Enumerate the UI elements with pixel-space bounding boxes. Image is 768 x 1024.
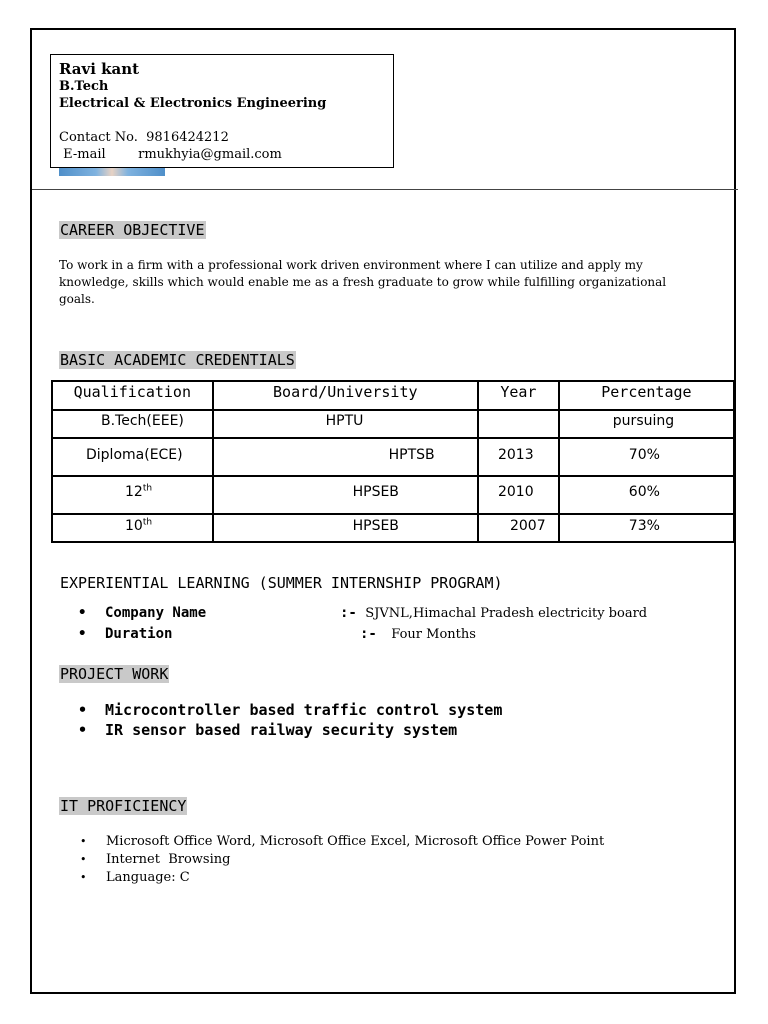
- list-item: • Microsoft Office Word, Microsoft Office Excel, Microsoft Office Power Point: [76, 833, 604, 851]
- career-objective-heading: CAREER OBJECTIVE: [60, 221, 205, 239]
- ordinal-suffix: th: [142, 517, 153, 528]
- list-item: • Microcontroller based traffic control system: [76, 700, 502, 720]
- internship-value: SJVNL,Himachal Pradesh electricity board: [365, 606, 648, 621]
- it-proficiency-heading: IT PROFICIENCY: [60, 797, 187, 815]
- academics-heading: BASIC ACADEMIC CREDENTIALS: [60, 351, 295, 369]
- internship-separator: :-: [340, 605, 357, 621]
- contact-line: [59, 129, 393, 146]
- candidate-name: Ravi kant: [59, 60, 140, 78]
- board-cell: HPTSB: [213, 438, 478, 476]
- academics-table: [51, 380, 735, 543]
- board-cell: HPSEB: [213, 476, 478, 514]
- list-item: • Internet Browsing: [76, 851, 604, 869]
- table-row: [52, 476, 734, 514]
- it-skill-list: [76, 833, 604, 887]
- list-item: • IR sensor based railway security system: [76, 720, 502, 740]
- qualification-text: Diploma(ECE): [86, 447, 183, 463]
- qualification-text: 12: [125, 484, 143, 500]
- year-cell: 2013: [478, 438, 559, 476]
- list-item: • Language: C: [76, 869, 604, 887]
- project-work-heading: PROJECT WORK: [60, 665, 169, 683]
- email-value: rmukhyia@gmail.com: [138, 147, 282, 162]
- qualification-text: B.Tech(EEE): [101, 413, 184, 429]
- qualification-cell: [52, 438, 213, 476]
- qualification-text: 10: [125, 518, 143, 534]
- column-header: Year: [478, 381, 559, 410]
- internship-label: Duration: [105, 626, 173, 642]
- board-cell: HPSEB: [213, 514, 478, 542]
- qualification-cell: [52, 514, 213, 542]
- percentage-cell: pursuing: [559, 410, 734, 438]
- qualification-cell: [52, 410, 213, 438]
- email-line: [59, 146, 393, 163]
- internship-label: Company Name: [105, 605, 207, 621]
- internship-heading: EXPERIENTIAL LEARNING (SUMMER INTERNSHIP PROGRAM): [60, 574, 503, 592]
- year-cell: 2010: [478, 476, 559, 514]
- list-item: [76, 603, 647, 624]
- branch: Electrical & Electronics Engineering: [59, 96, 327, 111]
- header-box: [50, 54, 394, 168]
- header-divider: [32, 189, 738, 190]
- year-cell: 2007: [478, 514, 559, 542]
- table-row: [52, 514, 734, 542]
- contact-value: 9816424212: [146, 130, 229, 145]
- column-header: Qualification: [52, 381, 213, 410]
- percentage-cell: 73%: [559, 514, 734, 542]
- table-row: [52, 438, 734, 476]
- percentage-cell: 60%: [559, 476, 734, 514]
- percentage-cell: 70%: [559, 438, 734, 476]
- table-row: [52, 410, 734, 438]
- ordinal-suffix: th: [142, 483, 153, 494]
- email-label: E-mail: [63, 147, 106, 162]
- column-header: Percentage: [559, 381, 734, 410]
- column-header: Board/University: [213, 381, 478, 410]
- project-list: [76, 700, 502, 740]
- qualification-cell: [52, 476, 213, 514]
- internship-separator: :-: [360, 626, 377, 642]
- table-header-row: [52, 381, 734, 410]
- career-objective-text: To work in a firm with a professional work driven environment where I can utilize and apply my knowledge, skills which would enable me as a fresh graduate to grow while fulfilling organizational goals.: [59, 258, 667, 306]
- internship-value: Four Months: [391, 627, 476, 642]
- list-item: [76, 624, 647, 645]
- degree: B.Tech: [59, 79, 109, 94]
- board-cell: HPTU: [213, 410, 478, 438]
- contact-label: Contact No.: [59, 130, 138, 145]
- year-cell: [478, 410, 559, 438]
- internship-list: [76, 603, 647, 645]
